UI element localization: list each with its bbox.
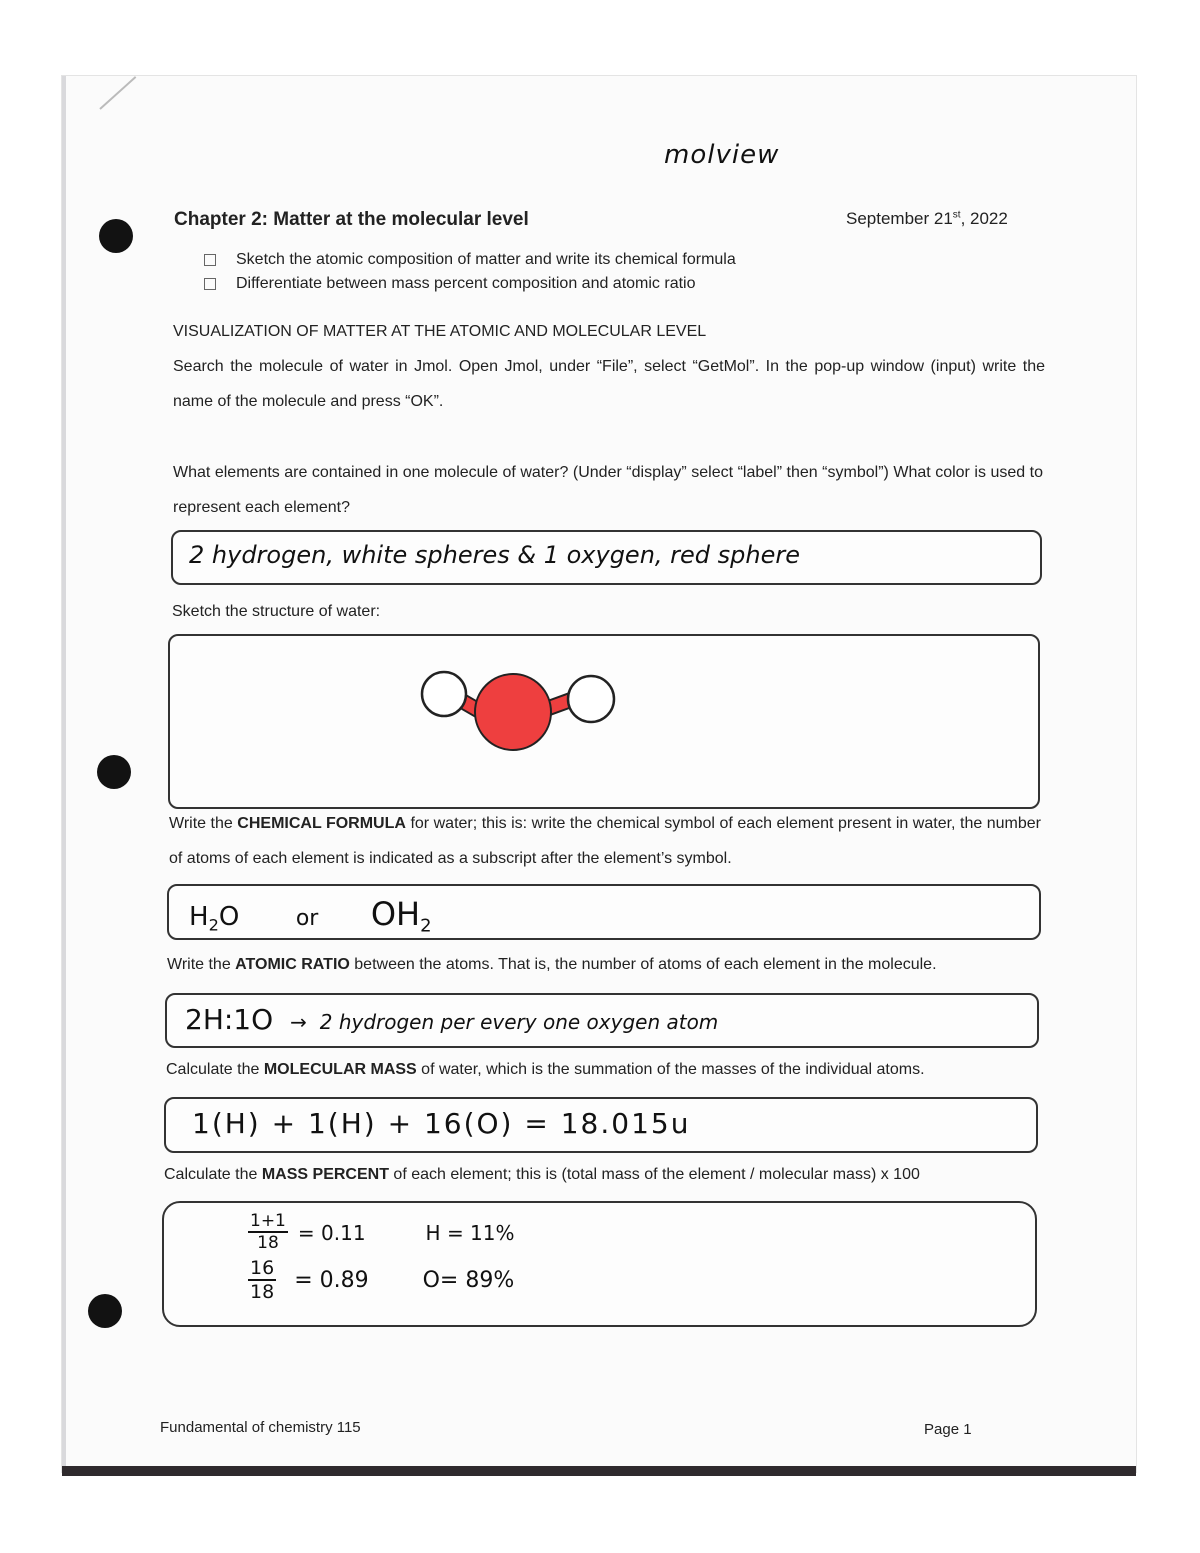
fraction-numerator: 16 <box>250 1257 275 1279</box>
ratio-answer <box>185 1003 718 1036</box>
elements-question: What elements are contained in one molecule of water? (Under “display” select “label” then “symbol”) What color is used to represent each element? <box>173 464 1043 516</box>
molecular-mass-question <box>166 1061 925 1079</box>
fraction-oxygen <box>248 1259 276 1302</box>
oxygen-atom <box>475 674 551 750</box>
formula-a-sub: 2 <box>208 915 219 935</box>
mass-percent-row-2 <box>248 1259 514 1302</box>
chapter-title: Chapter 2: Matter at the molecular level <box>174 209 529 230</box>
checkbox-icon[interactable] <box>204 278 216 290</box>
formula-b-base: OH <box>370 895 421 933</box>
fraction-result: = 0.89 <box>294 1268 369 1293</box>
section-heading: VISUALIZATION OF MATTER AT THE ATOMIC AND MOLECULAR LEVEL <box>173 323 707 340</box>
fraction-result: = 0.11 <box>297 1220 366 1245</box>
date-suffix: st <box>952 209 961 221</box>
ratio-prompt-post: between the atoms. That is, the number of atoms of each element in the molecule. <box>349 956 937 973</box>
date-main: September 21 <box>846 209 953 228</box>
date-year: , 2022 <box>960 209 1008 228</box>
ratio-value: 2H:1O <box>185 1003 274 1036</box>
binder-hole-3 <box>88 1294 122 1328</box>
formula-question <box>169 806 1041 876</box>
objective-text: Differentiate between mass percent composition and atomic ratio <box>236 275 696 292</box>
formula-answer-box <box>167 884 1041 940</box>
objective-text: Sketch the atomic composition of matter and write its chemical formula <box>236 251 736 268</box>
fraction-hydrogen <box>248 1213 288 1252</box>
binder-hole-2 <box>97 755 131 789</box>
mass-percent-answer-box <box>162 1201 1037 1327</box>
page-edge-shadow <box>62 76 66 1472</box>
percent-prompt-post: of each element; this is (total mass of the element / molecular mass) x 100 <box>388 1166 920 1183</box>
oxygen-percent: O= 89% <box>422 1268 515 1293</box>
binder-hole-1 <box>99 219 133 253</box>
arrow-right-icon: → <box>290 1010 307 1034</box>
water-molecule-sketch <box>170 636 1038 807</box>
sketch-box <box>168 634 1040 809</box>
formula-prompt-post: for water; this is: write the chemical symbol of each element present in water, the number of atoms of each element is indicated as a subscript after the element’s symbol. <box>169 815 1041 867</box>
ratio-answer-box <box>165 993 1039 1048</box>
mass-percent-row-1 <box>248 1213 515 1252</box>
page-bottom-shadow <box>62 1466 1136 1476</box>
formula-or: or <box>295 906 319 931</box>
mass-percent-question <box>164 1166 920 1184</box>
footer-course: Fundamental of chemistry 115 <box>160 1419 361 1436</box>
elements-answer-box <box>171 530 1042 585</box>
formula-prompt-bold: CHEMICAL FORMULA <box>237 815 406 832</box>
footer-page-number: Page 1 <box>924 1421 972 1438</box>
checkbox-icon[interactable] <box>204 254 216 266</box>
ratio-question <box>167 956 937 974</box>
ratio-prompt-pre: Write the <box>167 956 236 973</box>
formula-b-sub: 2 <box>420 915 432 937</box>
formula-prompt-pre: Write the <box>169 815 238 832</box>
mass-prompt-pre: Calculate the <box>166 1061 264 1078</box>
ratio-explanation: 2 hydrogen per every one oxygen atom <box>319 1010 719 1034</box>
mass-prompt-bold: MOLECULAR MASS <box>263 1061 417 1078</box>
mass-prompt-post: of water, which is the summation of the masses of the individual atoms. <box>416 1061 925 1078</box>
ratio-prompt-bold: ATOMIC RATIO <box>235 956 350 973</box>
objective-item <box>204 275 696 293</box>
molecular-mass-answer: 1(H) + 1(H) + 16(O) = 18.015u <box>192 1107 691 1140</box>
fraction-numerator: 1+1 <box>250 1211 286 1231</box>
formula-answer <box>189 895 432 936</box>
fraction-denominator: 18 <box>250 1281 275 1303</box>
hydrogen-percent: H = 11% <box>425 1220 515 1245</box>
formula-a-base: H <box>189 902 209 932</box>
percent-prompt-pre: Calculate the <box>164 1166 262 1183</box>
objective-item <box>204 251 736 269</box>
formula-a-end: O <box>218 902 240 932</box>
handwritten-title: molview <box>664 140 780 170</box>
intro-paragraph: Search the molecule of water in Jmol. Open Jmol, under “File”, select “GetMol”. In the pop-up window (input) write the name of the molecule and press “OK”. <box>173 358 1045 410</box>
elements-answer: 2 hydrogen, white spheres & 1 oxygen, red sphere <box>189 541 801 569</box>
document-date <box>846 209 1008 229</box>
hydrogen-atom-left <box>422 672 466 716</box>
molecular-mass-answer-box <box>164 1097 1038 1153</box>
hydrogen-atom-right <box>568 676 614 722</box>
percent-prompt-bold: MASS PERCENT <box>261 1166 389 1183</box>
fraction-denominator: 18 <box>257 1233 279 1253</box>
sketch-prompt: Sketch the structure of water: <box>172 603 381 620</box>
